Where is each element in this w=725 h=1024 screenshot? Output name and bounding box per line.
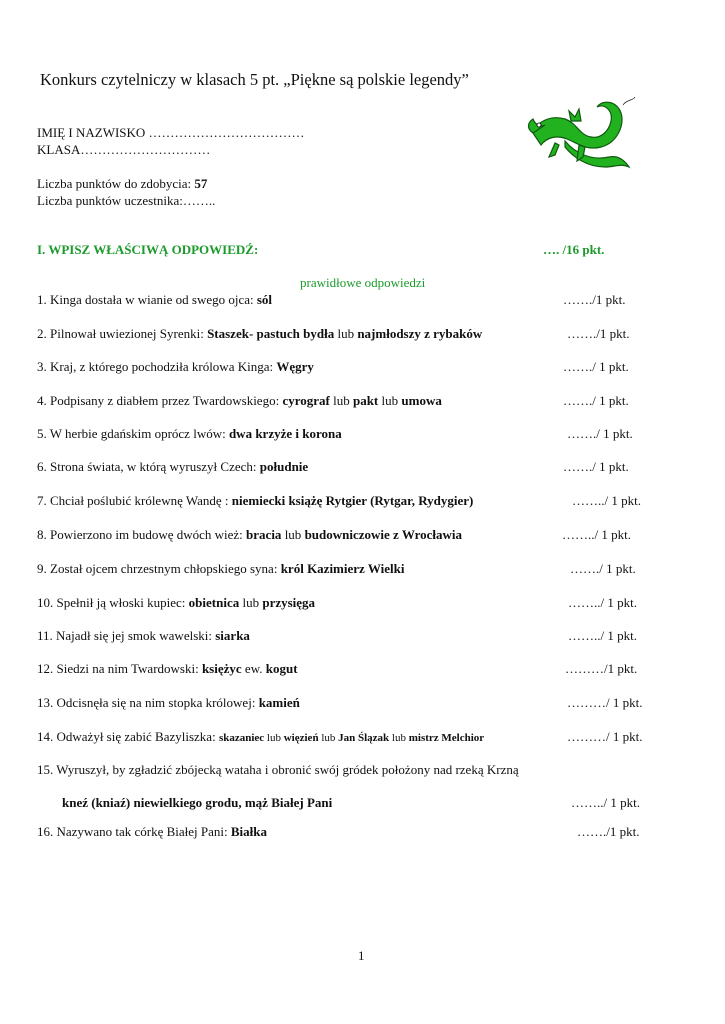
points-field: ……../ 1 pkt.	[571, 795, 640, 810]
question-row	[37, 459, 308, 475]
points-field: ………/ 1 pkt.	[567, 729, 643, 744]
question-row	[37, 561, 404, 577]
points-field: ……../ 1 pkt.	[568, 628, 637, 643]
answer-text: najmłodszy z rybaków	[357, 326, 483, 341]
answer-text: bracia	[246, 527, 282, 542]
answer-text: król Kazimierz Wielki	[280, 561, 405, 576]
answer-connector: lub	[239, 595, 263, 610]
document-title: Konkurs czytelniczy w klasach 5 pt. „Piękne są polskie legendy”	[40, 70, 469, 89]
question-text: 12. Siedzi na nim Twardowski:	[37, 661, 202, 676]
name-field-line: IMIĘ I NAZWISKO ………………………………	[37, 125, 305, 140]
answer-text: kogut	[265, 661, 298, 676]
answer-text: więzień	[283, 732, 319, 744]
answer-text: kamień	[258, 695, 300, 710]
answer-text: obietnica	[188, 595, 240, 610]
answer-text: umowa	[401, 393, 442, 408]
answer-connector: ew.	[241, 661, 266, 676]
question-text: 11. Najadł się jej smok wawelski:	[37, 628, 216, 643]
question-text: 16. Nazywano tak córkę Białej Pani:	[37, 824, 231, 839]
question-text: 3. Kraj, z którego pochodziła królowa Kinga:	[37, 359, 277, 374]
answer-connector: lub	[389, 732, 409, 744]
answer-connector: lub	[378, 393, 402, 408]
answer-text: niemiecki książę Rytgier (Rytgar, Rydygier)	[231, 493, 474, 508]
answer-text: pakt	[352, 393, 379, 408]
question-text: 5. W herbie gdańskim oprócz lwów:	[37, 426, 229, 441]
answer-text: południe	[259, 459, 309, 474]
answer-text: skazaniec	[218, 732, 265, 744]
page-number: 1	[358, 948, 365, 963]
dragon-icon	[525, 95, 637, 173]
answer-text: dwa krzyże i korona	[228, 426, 342, 441]
answer-text: księżyc	[201, 661, 242, 676]
answer-text: siarka	[215, 628, 250, 643]
answer-connector: lub	[334, 326, 358, 341]
points-field: ……./ 1 pkt.	[563, 459, 629, 474]
question-row	[37, 661, 298, 677]
question-row	[37, 326, 482, 342]
question-row	[37, 729, 484, 745]
class-field-line: KLASA…………………………	[37, 142, 211, 157]
points-field: ……./ 1 pkt.	[570, 561, 636, 576]
answer-text: cyrograf	[282, 393, 330, 408]
question-text: 1. Kinga dostała w wianie od swego ojca:	[37, 292, 257, 307]
question-row	[37, 824, 267, 840]
max-points-value: 57	[194, 176, 208, 191]
points-field: ……./ 1 pkt.	[567, 426, 633, 441]
points-field: ……./1 pkt.	[563, 292, 626, 307]
answer-connector: lub	[264, 732, 284, 744]
student-points-line: Liczba punktów uczestnika:……..	[37, 193, 216, 208]
points-field: ……../ 1 pkt.	[562, 527, 631, 542]
answer-text: Staszek- pastuch bydła	[207, 326, 335, 341]
question-row	[37, 426, 342, 442]
points-field: ……./1 pkt.	[577, 824, 640, 839]
points-field: ……./ 1 pkt.	[563, 393, 629, 408]
question-row	[62, 795, 332, 811]
question-row	[37, 292, 272, 308]
answer-text: sól	[256, 292, 273, 307]
answer-text: Jan Ślązak	[338, 732, 390, 744]
question-row	[37, 595, 315, 611]
section-heading: I. WPISZ WŁAŚCIWĄ ODPOWIEDŹ:	[37, 242, 259, 257]
answer-text: mistrz Melchior	[408, 732, 485, 744]
question-row	[37, 628, 250, 644]
question-text: 14. Odważył się zabić Bazyliszka:	[37, 729, 219, 744]
answers-subheading: prawidłowe odpowiedzi	[300, 275, 426, 290]
max-points-line	[37, 176, 207, 192]
question-text: 2. Pilnował uwiezionej Syrenki:	[37, 326, 208, 341]
answer-text: Węgry	[276, 359, 314, 374]
question-text: 4. Podpisany z diabłem przez Twardowskiego:	[37, 393, 283, 408]
answer-text: budowniczowie z Wrocławia	[304, 527, 463, 542]
answer-connector: lub	[329, 393, 353, 408]
answer-text: kneź (kniaź) niewielkiego grodu, mąż Białej Pani	[62, 795, 333, 810]
points-field: ………/1 pkt.	[565, 661, 638, 676]
question-text: 15. Wyruszył, by zgładzić zbójecką wataha i obronić swój gródek położony nad rzeką Krzną	[37, 762, 519, 777]
points-field: ……./ 1 pkt.	[563, 359, 629, 374]
section-score: …. /16 pkt.	[543, 242, 605, 257]
question-row	[37, 762, 519, 778]
points-field: ………/ 1 pkt.	[567, 695, 643, 710]
question-row	[37, 493, 473, 509]
question-text: 9. Został ojcem chrzestnym chłopskiego syna:	[37, 561, 281, 576]
question-text: 13. Odcisnęła się na nim stopka królowej:	[37, 695, 259, 710]
question-row	[37, 527, 462, 543]
question-text: 6. Strona świata, w którą wyruszył Czech:	[37, 459, 260, 474]
max-points-label: Liczba punktów do zdobycia:	[37, 176, 195, 191]
question-text: 10. Spełnił ją włoski kupiec:	[37, 595, 189, 610]
points-field: ……./1 pkt.	[567, 326, 630, 341]
answer-connector: lub	[318, 732, 339, 744]
question-row	[37, 393, 442, 409]
question-row	[37, 359, 314, 375]
question-text: 7. Chciał poślubić królewnę Wandę :	[37, 493, 232, 508]
answer-text: Białka	[230, 824, 267, 839]
answer-text: przysięga	[262, 595, 316, 610]
points-field: ……../ 1 pkt.	[568, 595, 637, 610]
points-field: ……../ 1 pkt.	[572, 493, 641, 508]
question-text: 8. Powierzono im budowę dwóch wież:	[37, 527, 247, 542]
answer-connector: lub	[281, 527, 305, 542]
question-row	[37, 695, 300, 711]
